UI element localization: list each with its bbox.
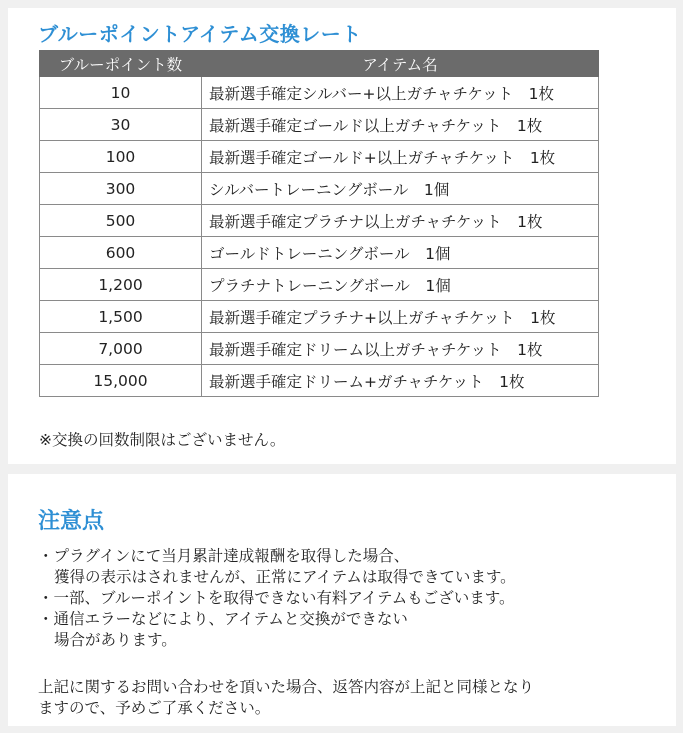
points-cell: 1,200 <box>40 269 202 301</box>
note-line: 場合があります。 <box>54 631 177 649</box>
table-row <box>40 365 599 397</box>
item-cell: ゴールドトレーニングボール 1個 <box>202 237 599 269</box>
notes-title: 注意点 <box>38 509 105 534</box>
table-row <box>40 173 599 205</box>
exchange-limit-note: ※交換の回数制限はございません。 <box>39 431 286 449</box>
table-row <box>40 301 599 333</box>
note-line: ・一部、ブルーポイントを取得できない有料アイテムもございます。 <box>38 589 515 607</box>
points-cell: 1,500 <box>40 301 202 333</box>
points-cell: 300 <box>40 173 202 205</box>
item-cell: 最新選手確定シルバー+以上ガチャチケット 1枚 <box>202 77 599 109</box>
rates-panel <box>8 8 676 464</box>
rate-table <box>39 50 599 397</box>
item-cell: 最新選手確定プラチナ以上ガチャチケット 1枚 <box>202 205 599 237</box>
item-cell: 最新選手確定ドリーム以上ガチャチケット 1枚 <box>202 333 599 365</box>
note-line: ますので、予めご了承ください。 <box>38 699 271 717</box>
item-cell: シルバートレーニングボール 1個 <box>202 173 599 205</box>
table-header-row <box>40 51 599 77</box>
note-line: 獲得の表示はされませんが、正常にアイテムは取得できています。 <box>54 568 516 586</box>
item-cell: 最新選手確定ゴールド以上ガチャチケット 1枚 <box>202 109 599 141</box>
notes-panel <box>8 474 676 726</box>
points-cell: 500 <box>40 205 202 237</box>
table-row <box>40 141 599 173</box>
points-cell: 7,000 <box>40 333 202 365</box>
points-cell: 15,000 <box>40 365 202 397</box>
note-line: 上記に関するお問い合わせを頂いた場合、返答内容が上記と同様となり <box>38 678 535 696</box>
item-cell: 最新選手確定ドリーム+ガチャチケット 1枚 <box>202 365 599 397</box>
header-item: アイテム名 <box>202 51 599 77</box>
note-line: ・プラグインにて当月累計達成報酬を取得した場合、 <box>38 547 410 565</box>
note-line: ・通信エラーなどにより、アイテムと交換ができない <box>38 610 408 628</box>
points-cell: 10 <box>40 77 202 109</box>
table-row <box>40 109 599 141</box>
item-cell: 最新選手確定プラチナ+以上ガチャチケット 1枚 <box>202 301 599 333</box>
points-cell: 100 <box>40 141 202 173</box>
table-row <box>40 333 599 365</box>
rates-title: ブルーポイントアイテム交換レート <box>38 22 362 46</box>
points-cell: 600 <box>40 237 202 269</box>
table-row <box>40 77 599 109</box>
item-cell: 最新選手確定ゴールド+以上ガチャチケット 1枚 <box>202 141 599 173</box>
table-row <box>40 269 599 301</box>
table-row <box>40 237 599 269</box>
table-row <box>40 205 599 237</box>
header-points: ブルーポイント数 <box>40 51 202 77</box>
points-cell: 30 <box>40 109 202 141</box>
item-cell: プラチナトレーニングボール 1個 <box>202 269 599 301</box>
